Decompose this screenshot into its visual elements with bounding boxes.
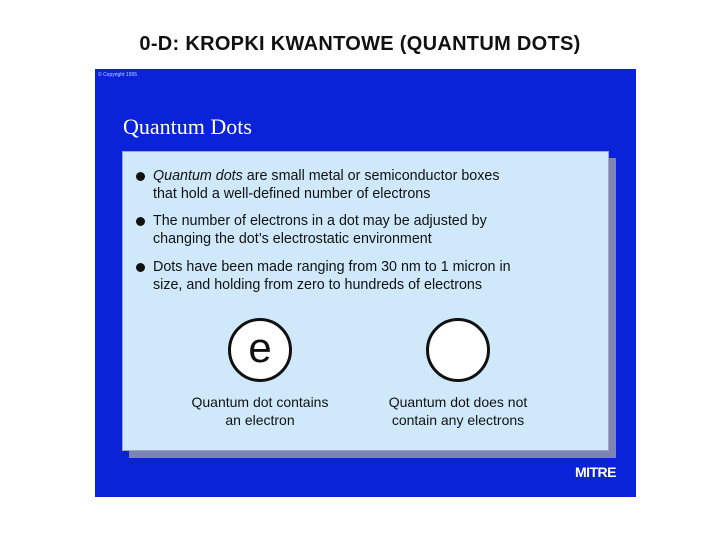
- caption-line: an electron: [225, 412, 295, 428]
- slide-heading: Quantum Dots: [123, 114, 252, 139]
- bullet-text: size, and holding from zero to hundreds of electrons: [153, 276, 483, 293]
- bullet-text: changing the dot’s electrostatic environment: [153, 230, 432, 247]
- bullet-lead-italic: Quantum dots: [153, 168, 243, 184]
- copyright-stamp: © Copyright 1995: [98, 72, 137, 78]
- bullet-dot-icon: [136, 217, 145, 226]
- bullet-text: Dots have been made ranging from 30 nm to 1 micron in: [153, 259, 511, 275]
- bullet-dot-icon: [136, 263, 145, 272]
- bullet-item: [153, 168, 593, 203]
- bullet-dot-icon: [136, 172, 145, 181]
- caption-line: contain any electrons: [391, 412, 525, 428]
- dot-caption: [368, 393, 548, 429]
- caption-line: Quantum dot does not: [388, 394, 528, 410]
- caption-line: Quantum dot contains: [191, 394, 329, 410]
- bullet-item: [153, 213, 593, 248]
- quantum-dot-with-electron: [228, 318, 292, 382]
- slide: [95, 69, 636, 497]
- electron-symbol: e: [248, 324, 272, 371]
- bullet-item: [153, 259, 593, 294]
- bullet-text: that hold a well-defined number of electrons: [153, 185, 431, 202]
- mitre-logo: MITRE: [574, 464, 616, 480]
- page-title: 0-D: KROPKI KWANTOWE (QUANTUM DOTS): [139, 33, 581, 55]
- bullet-text: The number of electrons in a dot may be adjusted by: [153, 213, 487, 229]
- bullet-text: are small metal or semiconductor boxes: [242, 168, 500, 184]
- content-panel: [122, 151, 609, 451]
- dot-caption: [170, 393, 350, 429]
- quantum-dot-empty: [426, 318, 490, 382]
